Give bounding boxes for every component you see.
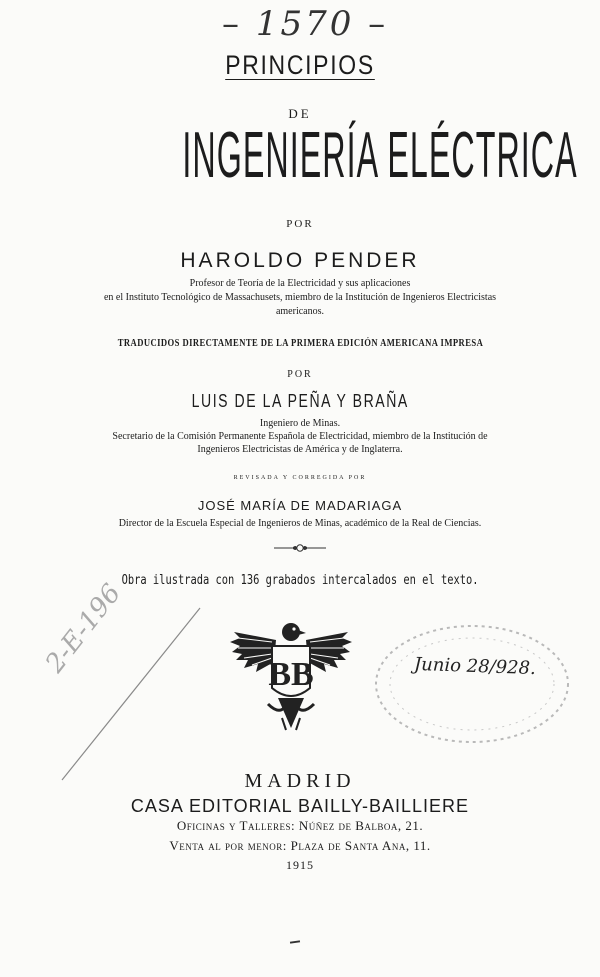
translation-note: TRADUCIDOS DIRECTAMENTE DE LA PRIMERA EDICIÓN AMERICANA IMPRESA <box>117 338 483 349</box>
handwritten-date: Junio 28/928. <box>413 653 537 680</box>
reviser-desc: Director de la Escuela Especial de Ingenieros de Minas, académico de la Real de Ciencias. <box>118 518 482 529</box>
logo-monogram: BB <box>268 656 314 693</box>
translator-desc-3: Ingenieros Electricistas de América y de Inglaterra. <box>197 444 403 455</box>
title-de: DE <box>288 106 312 121</box>
revision-note: REVISADA Y CORREGIDA POR <box>233 475 367 481</box>
handwritten-side-note: 2-E-196 <box>40 578 128 679</box>
publication-year: 1915 <box>286 858 314 872</box>
translator-desc-2: Secretario de la Comisión Permanente Española de Electricidad, miembro de la Institución de <box>112 431 488 442</box>
publisher-name: CASA EDITORIAL BAILLY-BAILLIERE <box>130 796 470 816</box>
library-stamp-icon <box>372 622 572 746</box>
author-desc-3: americanos. <box>275 306 325 317</box>
ornament-icon <box>272 542 328 554</box>
translator-desc-1: Ingeniero de Minas. <box>259 418 341 429</box>
translator-name: LUIS DE LA PEÑA Y BRAÑA <box>191 391 409 411</box>
author-name: HAROLDO PENDER <box>180 249 420 272</box>
handwritten-number: – 1570 – <box>222 4 389 44</box>
illustration-note: Obra ilustrada con 136 grabados intercalados en el texto. <box>121 573 479 588</box>
author-desc-1: Profesor de Teoría de la Electricidad y sus aplicaciones <box>189 278 411 289</box>
reviser-name: JOSÉ MARÍA DE MADARIAGA <box>197 498 403 513</box>
title-line-2: INGENIERÍA ELÉCTRICA <box>182 119 578 192</box>
publisher-sales: Venta al por menor: Plaza de Santa Ana, 11. <box>169 838 431 853</box>
author-por: POR <box>286 218 314 230</box>
page-mark <box>290 940 300 943</box>
eagle-logo-icon <box>228 618 354 736</box>
author-desc-2: en el Instituto Tecnológico de Massachusets, miembro de la Institución de Ingenieros Electricistas <box>103 292 497 303</box>
publisher-offices: Oficinas y Talleres: Núñez de Balboa, 21. <box>176 818 424 833</box>
translation-por: POR <box>287 369 313 380</box>
title-line-1: PRINCIPIOS <box>225 50 375 80</box>
publisher-city: MADRID <box>244 770 356 792</box>
